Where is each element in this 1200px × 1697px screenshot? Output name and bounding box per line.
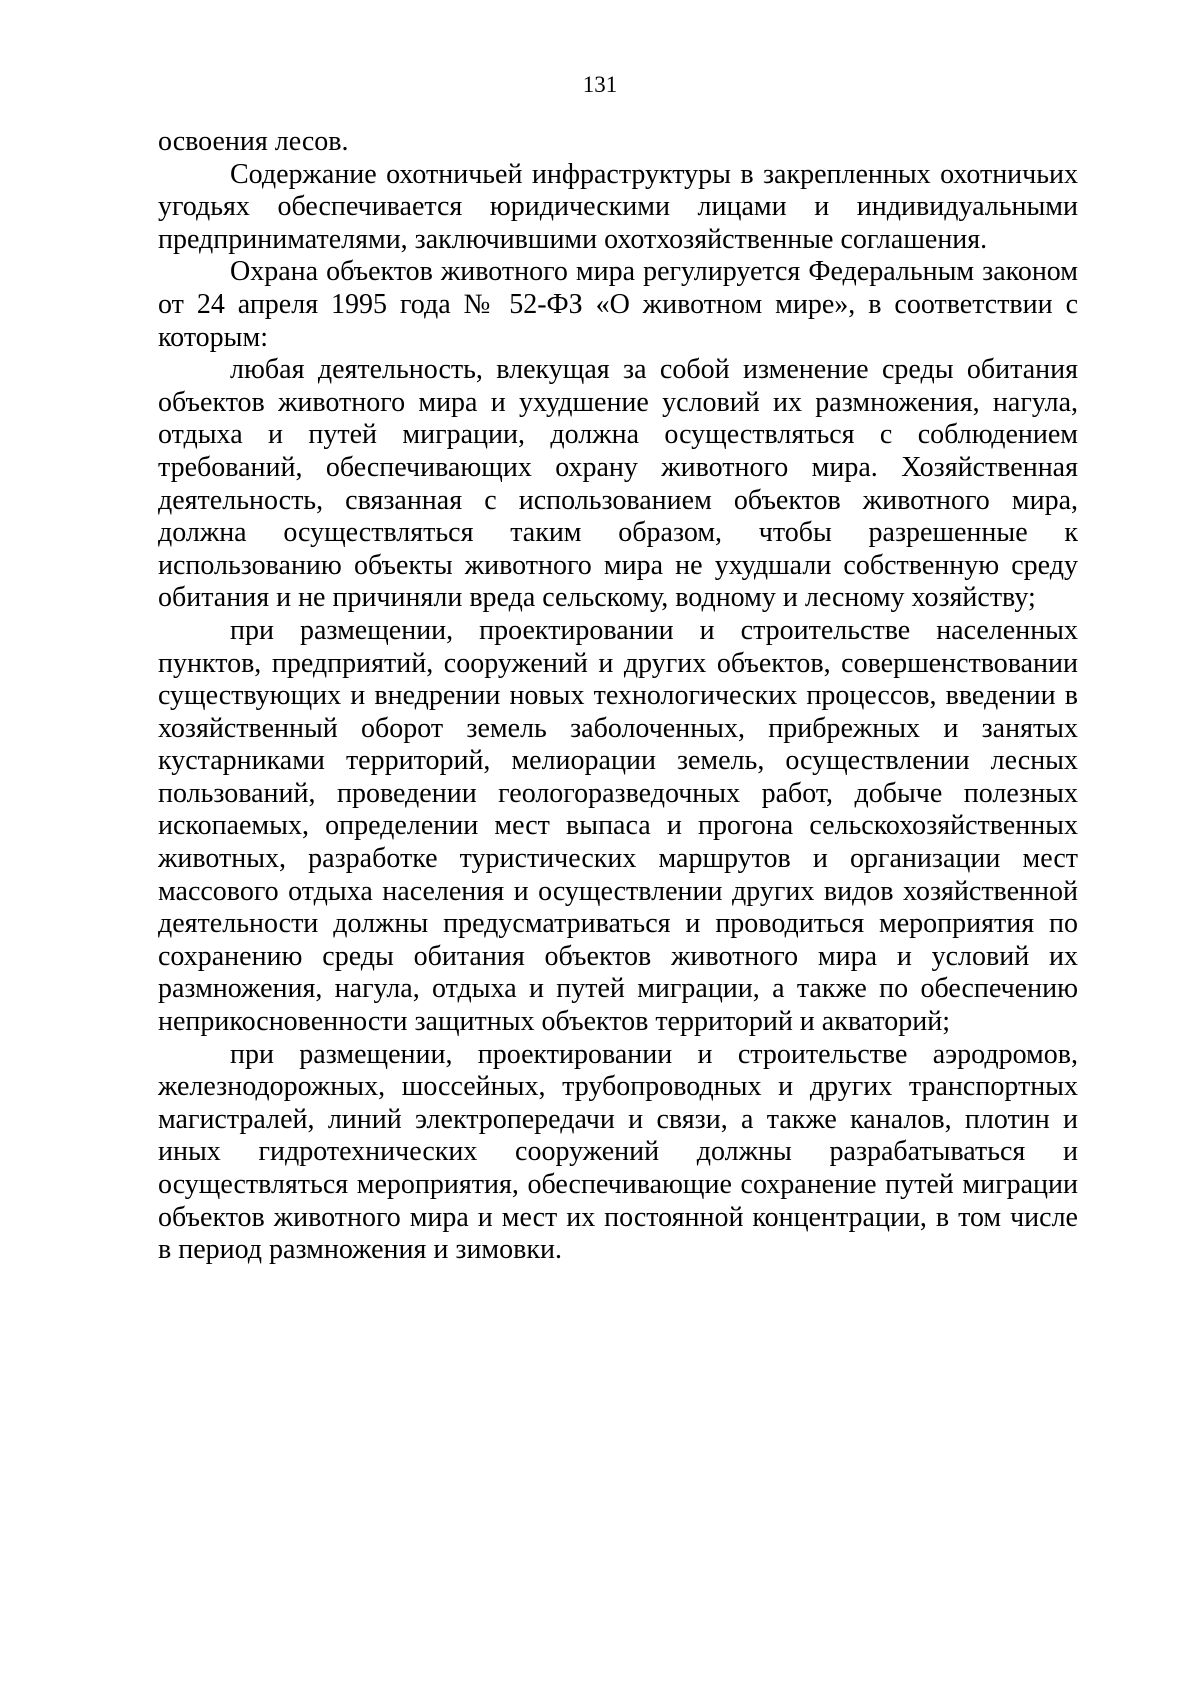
paragraph-settlement-construction: при размещении, проектировании и строительстве населенных пунктов, предприятий, сооружений и других объектов, совершенствовании существующих и внедрении новых технологических процессов, введении в хозяйственный оборот земель заболоченных, прибрежных и занятых кустарниками территорий, мелиорации земель, осуществлении лесных пользований, проведении геологоразведочных работ, добыче полезных ископаемых, определении мест выпаса и прогона сельскохозяйственных животных, разработке туристических маршрутов и организации мест массового отдыха населения и осуществлении других видов хозяйственной деятельности должны предусматриваться и проводиться мероприятия по сохранению среды обитания объектов животного мира и условий их размножения, нагула, отдыха и путей миграции, а также по обеспечению неприкосновенности защитных объектов территорий и акваторий; [158, 614, 1078, 1038]
body-text [158, 126, 1078, 1267]
paragraph-hunting-infrastructure: Содержание охотничьей инфраструктуры в закрепленных охотничьих угодьях обеспечивается юридическими лицами и индивидуальными предпринимателями, заключившими охотхозяйственные соглашения. [158, 158, 1078, 255]
paragraph-wildlife-protection-law: Охрана объектов животного мира регулируется Федеральным законом от 24 апреля 1995 года № 52-ФЗ «О животном мире», в соответствии с которым: [158, 256, 1078, 353]
paragraph-continuation: освоения лесов. [158, 126, 349, 157]
paragraph-habitat-activity: любая деятельность, влекущая за собой изменение среды обитания объектов животного мира и ухудшение условий их размножения, нагула, отдыха и путей миграции, должна осуществляться с соблюдением требований, обеспечивающих охрану животного мира. Хозяйственная деятельность, связанная с использованием объектов животного мира, должна осуществляться таким образом, чтобы разрешенные к использованию объекты животного мира не ухудшали собственную среду обитания и не причиняли вреда сельскому, водному и лесному хозяйству; [158, 354, 1078, 614]
page-number: 131 [582, 72, 618, 97]
paragraph-transport-construction: при размещении, проектировании и строительстве аэродромов, железнодорожных, шоссейных, трубопроводных и других транспортных магистралей, линий электропередачи и связи, а также каналов, плотин и иных гидротехнических сооружений должны разрабатываться и осуществляться мероприятия, обеспечивающие сохранение путей миграции объектов животного мира и мест их постоянной концентрации, в том числе в период размножения и зимовки. [158, 1038, 1078, 1266]
